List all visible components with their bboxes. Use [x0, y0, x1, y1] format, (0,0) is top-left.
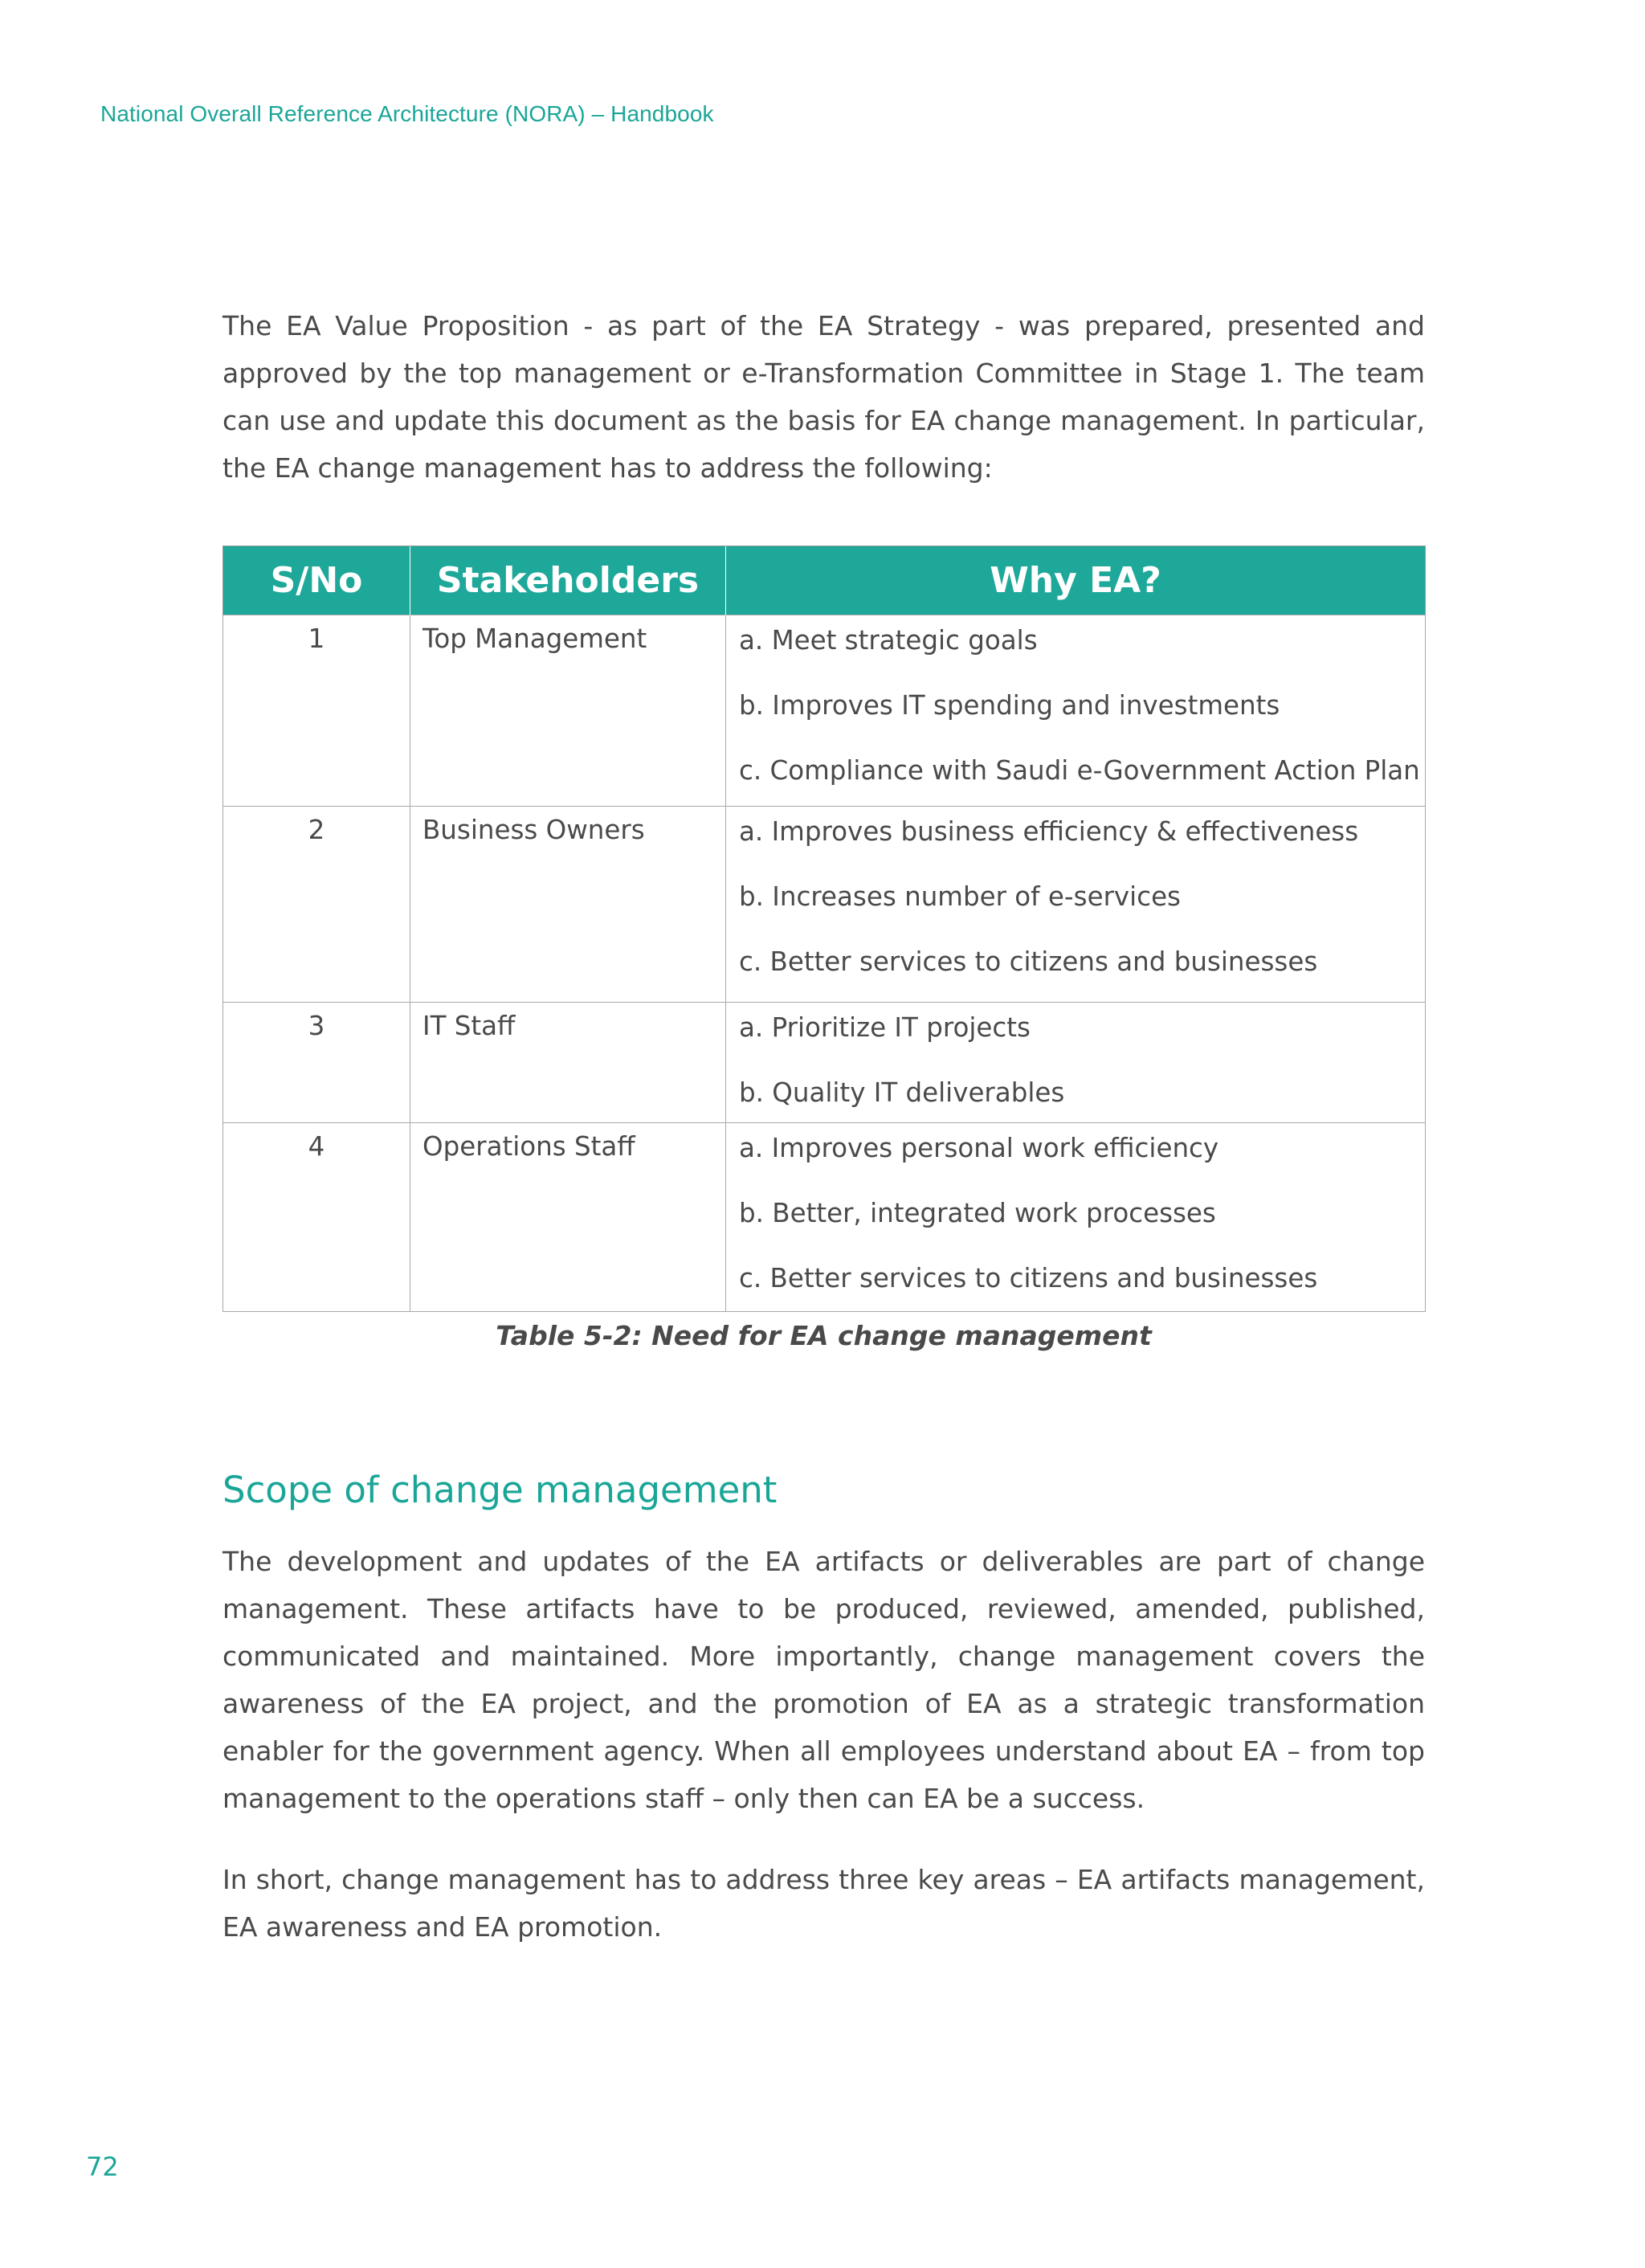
why-item: c. Compliance with Saudi e-Government Action Plan — [739, 755, 1420, 786]
why-item: b. Improves IT spending and investments — [739, 690, 1280, 721]
why-item: a. Improves business efficiency & effectiveness — [739, 816, 1359, 847]
header-sno: S/No — [223, 546, 410, 615]
summary-paragraph: In short, change management has to address three key areas – EA artifacts management, EA awareness and EA promotion. — [222, 1864, 1425, 1943]
table-row — [223, 1123, 1426, 1312]
why-item: b. Better, integrated work processes — [739, 1198, 1216, 1228]
why-item: a. Improves personal work efficiency — [739, 1133, 1219, 1163]
row-stakeholder: Business Owners — [410, 807, 726, 1003]
why-item: b. Increases number of e-services — [739, 881, 1181, 912]
why-item: b. Quality IT deliverables — [739, 1077, 1065, 1108]
why-item: a. Meet strategic goals — [739, 625, 1038, 656]
row-stakeholder: Top Management — [410, 615, 726, 807]
table-row — [223, 807, 1426, 1003]
stakeholder-table — [222, 546, 1426, 1312]
row-stakeholder: IT Staff — [410, 1003, 726, 1123]
table-row — [223, 615, 1426, 807]
row-sno: 4 — [223, 1123, 410, 1312]
intro-paragraph: The EA Value Proposition - as part of the EA Strategy - was prepared, presented and approved by the top management or e-Transformation Committee in Stage 1. The team can use and update this document as the basis for EA change management. In particular, the EA change management has to address the following: — [222, 310, 1425, 484]
row-why — [726, 807, 1426, 1003]
row-sno: 2 — [223, 807, 410, 1003]
row-sno: 1 — [223, 615, 410, 807]
table-header-row — [223, 546, 1426, 615]
page-number: 72 — [86, 2152, 119, 2182]
row-why — [726, 1003, 1426, 1123]
why-item: c. Better services to citizens and businesses — [739, 1263, 1318, 1293]
why-item: c. Better services to citizens and businesses — [739, 946, 1318, 977]
table-row — [223, 1003, 1426, 1123]
header-why-ea: Why EA? — [726, 546, 1426, 615]
row-why — [726, 615, 1426, 807]
header-stakeholders: Stakeholders — [410, 546, 726, 615]
section-title: Scope of change management — [222, 1469, 778, 1511]
row-sno: 3 — [223, 1003, 410, 1123]
scope-paragraph: The development and updates of the EA artifacts or deliverables are part of change management. These artifacts have to be produced, reviewed, amended, published, communicated and maintained. More importantly, change management covers the awareness of the EA project, and the promotion of EA as a strategic transformation enabler for the government agency. When all employees understand about EA – from top management to the operations staff – only then can EA be a success. — [222, 1546, 1425, 1814]
row-stakeholder: Operations Staff — [410, 1123, 726, 1312]
row-why — [726, 1123, 1426, 1312]
table-caption: Table 5-2: Need for EA change management — [496, 1320, 1152, 1351]
why-item: a. Prioritize IT projects — [739, 1012, 1031, 1043]
running-header: National Overall Reference Architecture (NORA) – Handbook — [100, 101, 714, 126]
